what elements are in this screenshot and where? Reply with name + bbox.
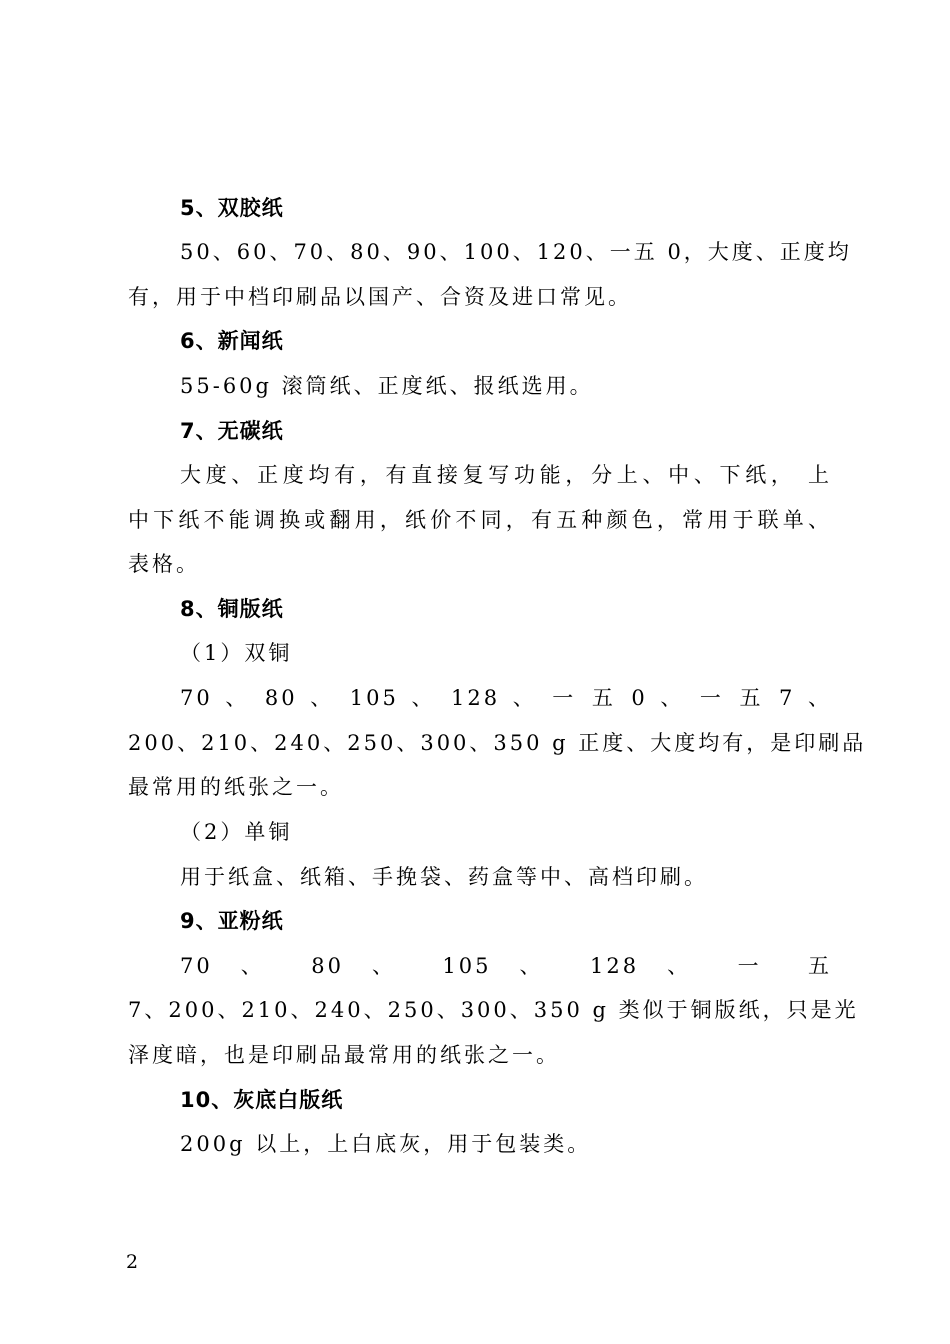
double-coated-line-1: 70 、 80 、 105 、 128 、 一 五 0 、 一 五 7 、: [180, 686, 832, 710]
section-9-line-1: 70 、 80 、 105 、 128 、 一 五: [180, 954, 832, 978]
double-coated-line-3: 最常用的纸张之一。: [128, 775, 344, 799]
subsection-title-double-coated: （1）双铜: [180, 641, 293, 665]
section-6-line-1: 55-60g 滚筒纸、正度纸、报纸选用。: [180, 374, 594, 398]
section-7-line-3: 表格。: [128, 552, 200, 576]
subsection-title-single-coated: （2）单铜: [180, 820, 293, 844]
section-7-line-1: 大度、正度均有，有直接复写功能，分上、中、下纸， 上: [180, 463, 832, 487]
section-heading-8: 8、铜版纸: [180, 597, 284, 621]
section-5-line-2: 有，用于中档印刷品以国产、合资及进口常见。: [128, 285, 632, 309]
section-heading-5: 5、双胶纸: [180, 196, 284, 220]
section-heading-10: 10、灰底白版纸: [180, 1088, 344, 1112]
double-coated-line-2: 200、210、240、250、300、350 g 正度、大度均有，是印刷品: [128, 731, 867, 755]
section-9-line-3: 泽度暗，也是印刷品最常用的纸张之一。: [128, 1043, 560, 1067]
section-9-line-2: 7、200、210、240、250、300、350 g 类似于铜版纸，只是光: [128, 998, 859, 1022]
section-heading-6: 6、新闻纸: [180, 329, 284, 353]
page-number: 2: [126, 1251, 139, 1273]
section-heading-9: 9、亚粉纸: [180, 909, 284, 933]
section-10-line-1: 200g 以上，上白底灰，用于包装类。: [180, 1132, 592, 1156]
single-coated-line-1: 用于纸盒、纸箱、手挽袋、药盒等中、高档印刷。: [180, 865, 708, 889]
section-5-line-1: 50、60、70、80、90、100、120、一五 0，大度、正度均: [180, 240, 852, 264]
section-heading-7: 7、无碳纸: [180, 419, 284, 443]
section-7-line-2: 中下纸不能调换或翻用，纸价不同，有五种颜色，常用于联单、: [128, 508, 832, 532]
